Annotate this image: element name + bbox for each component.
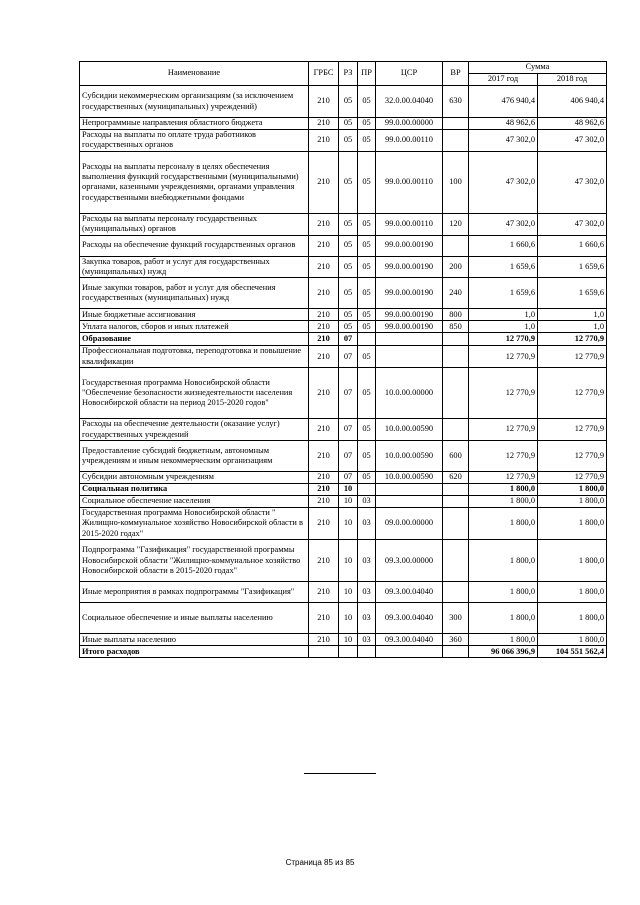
cell-name: Социальная политика [80, 484, 309, 496]
cell-sum-2018: 47 302,0 [538, 151, 607, 213]
cell-rz [339, 646, 358, 658]
cell-csr: 32.0.00.04040 [376, 86, 443, 118]
cell-sum-2018: 1 660,6 [538, 235, 607, 256]
cell-rz: 05 [339, 118, 358, 130]
header-name: Наименование [80, 62, 309, 86]
cell-grbs: 210 [309, 603, 339, 634]
cell-name: Подпрограмма "Газификация" государственной программы Новосибирской области "Жилищно-коммунальное хозяйство Новосибирской области в 2015-2020 годах" [80, 540, 309, 582]
cell-sum-2018: 12 770,9 [538, 333, 607, 346]
cell-vr: 620 [443, 472, 469, 484]
cell-name: Предоставление субсидий бюджетным, автономным учреждениям и иным некоммерческим организациям [80, 441, 309, 472]
cell-grbs: 210 [309, 368, 339, 419]
cell-name: Субсидии некоммерческим организациям (за исключением государственных (муниципальных) учреждений) [80, 86, 309, 118]
table-row [80, 256, 607, 278]
cell-pr: 05 [358, 118, 376, 130]
cell-grbs: 210 [309, 309, 339, 321]
cell-pr: 05 [358, 472, 376, 484]
cell-grbs: 210 [309, 118, 339, 130]
table-body [80, 86, 607, 658]
cell-grbs: 210 [309, 540, 339, 582]
table-row [80, 346, 607, 368]
cell-name: Уплата налогов, сборов и иных платежей [80, 321, 309, 333]
cell-sum-2017: 1 800,0 [469, 634, 538, 646]
cell-sum-2018: 12 770,9 [538, 419, 607, 441]
cell-name: Расходы на обеспечение деятельности (оказание услуг) государственных учреждений [80, 419, 309, 441]
cell-rz: 05 [339, 213, 358, 235]
cell-sum-2018: 47 302,0 [538, 130, 607, 152]
cell-vr [443, 508, 469, 540]
table-row [80, 441, 607, 472]
table-row [80, 540, 607, 582]
cell-sum-2017: 12 770,9 [469, 333, 538, 346]
cell-grbs: 210 [309, 419, 339, 441]
cell-rz: 05 [339, 321, 358, 333]
table-row [80, 213, 607, 235]
cell-grbs: 210 [309, 235, 339, 256]
cell-sum-2018: 12 770,9 [538, 441, 607, 472]
table-row [80, 86, 607, 118]
table-row [80, 472, 607, 484]
cell-sum-2018: 1 800,0 [538, 603, 607, 634]
cell-csr: 99.0.00.00190 [376, 278, 443, 309]
cell-vr: 600 [443, 441, 469, 472]
cell-rz: 05 [339, 151, 358, 213]
cell-csr: 99.0.00.00190 [376, 256, 443, 278]
cell-pr: 03 [358, 582, 376, 603]
cell-rz: 07 [339, 333, 358, 346]
cell-vr [443, 235, 469, 256]
cell-grbs: 210 [309, 130, 339, 152]
cell-name: Итого расходов [80, 646, 309, 658]
cell-vr [443, 419, 469, 441]
cell-sum-2018: 48 962,6 [538, 118, 607, 130]
cell-grbs: 210 [309, 86, 339, 118]
cell-rz: 05 [339, 86, 358, 118]
cell-sum-2017: 47 302,0 [469, 213, 538, 235]
table-row [80, 278, 607, 309]
cell-vr [443, 346, 469, 368]
cell-grbs: 210 [309, 634, 339, 646]
cell-name: Расходы на обеспечение функций государственных органов [80, 235, 309, 256]
cell-grbs: 210 [309, 508, 339, 540]
header-sum: Сумма [469, 62, 607, 74]
cell-vr [443, 540, 469, 582]
cell-sum-2017: 47 302,0 [469, 130, 538, 152]
cell-pr: 05 [358, 213, 376, 235]
cell-pr: 03 [358, 508, 376, 540]
cell-vr: 360 [443, 634, 469, 646]
header-pr: ПР [358, 62, 376, 86]
cell-vr [443, 646, 469, 658]
cell-sum-2017: 1 800,0 [469, 603, 538, 634]
cell-vr [443, 368, 469, 419]
cell-rz: 10 [339, 582, 358, 603]
header-vr: ВР [443, 62, 469, 86]
cell-sum-2018: 47 302,0 [538, 213, 607, 235]
budget-table [79, 61, 607, 658]
cell-csr [376, 646, 443, 658]
cell-rz: 07 [339, 368, 358, 419]
cell-rz: 10 [339, 603, 358, 634]
cell-rz: 07 [339, 472, 358, 484]
cell-csr: 09.3.00.04040 [376, 603, 443, 634]
cell-csr: 99.0.00.00190 [376, 309, 443, 321]
cell-pr: 05 [358, 309, 376, 321]
cell-sum-2017: 12 770,9 [469, 346, 538, 368]
page-number: Страница 85 из 85 [285, 858, 355, 867]
table-row [80, 309, 607, 321]
cell-sum-2018: 1 800,0 [538, 540, 607, 582]
cell-pr: 05 [358, 368, 376, 419]
cell-name: Субсидии автономным учреждениям [80, 472, 309, 484]
cell-csr: 99.0.00.00190 [376, 235, 443, 256]
cell-sum-2017: 12 770,9 [469, 472, 538, 484]
cell-name: Закупка товаров, работ и услуг для государственных (муниципальных) нужд [80, 256, 309, 278]
cell-name: Иные выплаты населению [80, 634, 309, 646]
cell-csr: 10.0.00.00590 [376, 441, 443, 472]
cell-pr: 05 [358, 321, 376, 333]
cell-rz: 10 [339, 508, 358, 540]
cell-csr: 99.0.00.00110 [376, 151, 443, 213]
cell-csr [376, 484, 443, 496]
header-rz: РЗ [339, 62, 358, 86]
cell-pr: 05 [358, 235, 376, 256]
cell-name: Социальное обеспечение и иные выплаты населению [80, 603, 309, 634]
cell-pr: 05 [358, 130, 376, 152]
cell-grbs: 210 [309, 484, 339, 496]
cell-rz: 05 [339, 309, 358, 321]
cell-pr: 03 [358, 603, 376, 634]
cell-sum-2017: 1,0 [469, 321, 538, 333]
table-row [80, 235, 607, 256]
cell-pr: 05 [358, 278, 376, 309]
table-row [80, 118, 607, 130]
cell-pr: 05 [358, 346, 376, 368]
cell-sum-2017: 1 800,0 [469, 496, 538, 508]
cell-csr [376, 496, 443, 508]
header-csr: ЦСР [376, 62, 443, 86]
cell-csr: 10.0.00.00000 [376, 368, 443, 419]
cell-name: Иные бюджетные ассигнования [80, 309, 309, 321]
cell-grbs: 210 [309, 256, 339, 278]
cell-grbs: 210 [309, 496, 339, 508]
cell-sum-2017: 476 940,4 [469, 86, 538, 118]
table-row [80, 646, 607, 658]
cell-csr: 99.0.00.00190 [376, 321, 443, 333]
table-row [80, 130, 607, 152]
cell-sum-2017: 12 770,9 [469, 419, 538, 441]
cell-grbs: 210 [309, 472, 339, 484]
cell-sum-2018: 1,0 [538, 309, 607, 321]
table-row [80, 603, 607, 634]
cell-vr: 630 [443, 86, 469, 118]
table-row [80, 508, 607, 540]
table-row [80, 333, 607, 346]
cell-pr: 05 [358, 441, 376, 472]
cell-csr: 09.0.00.00000 [376, 508, 443, 540]
header-grbs: ГРБС [309, 62, 339, 86]
cell-pr: 05 [358, 86, 376, 118]
cell-csr: 10.0.00.00590 [376, 419, 443, 441]
cell-vr [443, 484, 469, 496]
cell-pr: 05 [358, 151, 376, 213]
cell-grbs: 210 [309, 278, 339, 309]
cell-rz: 10 [339, 634, 358, 646]
cell-sum-2017: 12 770,9 [469, 441, 538, 472]
cell-name: Государственная программа Новосибирской области " Жилищно-коммунальное хозяйство Новосибирской области в 2015-2020 годах" [80, 508, 309, 540]
cell-csr: 99.0.00.00110 [376, 130, 443, 152]
cell-rz: 05 [339, 278, 358, 309]
cell-sum-2017: 1 659,6 [469, 278, 538, 309]
cell-rz: 07 [339, 441, 358, 472]
cell-name: Иные мероприятия в рамках подпрограммы "Газификация" [80, 582, 309, 603]
cell-sum-2017: 1,0 [469, 309, 538, 321]
cell-sum-2017: 1 659,6 [469, 256, 538, 278]
cell-grbs: 210 [309, 333, 339, 346]
cell-sum-2017: 1 800,0 [469, 508, 538, 540]
cell-vr: 850 [443, 321, 469, 333]
cell-pr: 05 [358, 419, 376, 441]
cell-sum-2018: 406 940,4 [538, 86, 607, 118]
cell-sum-2018: 1 800,0 [538, 484, 607, 496]
cell-pr [358, 333, 376, 346]
cell-rz: 05 [339, 235, 358, 256]
cell-vr: 240 [443, 278, 469, 309]
cell-sum-2017: 1 800,0 [469, 540, 538, 582]
cell-name: Расходы на выплаты по оплате труда работников государственных органов [80, 130, 309, 152]
cell-grbs: 210 [309, 321, 339, 333]
cell-vr [443, 333, 469, 346]
cell-rz: 10 [339, 540, 358, 582]
cell-grbs: 210 [309, 151, 339, 213]
cell-grbs [309, 646, 339, 658]
cell-vr: 800 [443, 309, 469, 321]
cell-sum-2018: 1 659,6 [538, 278, 607, 309]
cell-rz: 05 [339, 130, 358, 152]
cell-name: Социальное обеспечение населения [80, 496, 309, 508]
cell-vr: 120 [443, 213, 469, 235]
cell-name: Государственная программа Новосибирской области "Обеспечение безопасности жизнедеятельности населения Новосибирской области на период 2015-2020 годов" [80, 368, 309, 419]
cell-name: Расходы на выплаты персоналу в целях обеспечения выполнения функций государственными (муниципальными) органами, казенными учреждениями, органами управления государственными внебюджетными фондами [80, 151, 309, 213]
cell-sum-2018: 12 770,9 [538, 346, 607, 368]
cell-csr: 99.0.00.00000 [376, 118, 443, 130]
cell-vr [443, 118, 469, 130]
cell-sum-2018: 12 770,9 [538, 368, 607, 419]
cell-pr: 05 [358, 256, 376, 278]
cell-pr [358, 484, 376, 496]
cell-vr: 300 [443, 603, 469, 634]
cell-sum-2018: 1 800,0 [538, 582, 607, 603]
cell-sum-2017: 1 800,0 [469, 582, 538, 603]
cell-sum-2018: 1 800,0 [538, 508, 607, 540]
table-row [80, 368, 607, 419]
cell-sum-2017: 1 800,0 [469, 484, 538, 496]
cell-name: Образование [80, 333, 309, 346]
table-row [80, 634, 607, 646]
cell-sum-2017: 12 770,9 [469, 368, 538, 419]
cell-sum-2017: 47 302,0 [469, 151, 538, 213]
cell-csr [376, 333, 443, 346]
cell-grbs: 210 [309, 213, 339, 235]
cell-rz: 07 [339, 419, 358, 441]
cell-sum-2018: 1 800,0 [538, 634, 607, 646]
cell-rz: 07 [339, 346, 358, 368]
cell-rz: 05 [339, 256, 358, 278]
cell-sum-2017: 1 660,6 [469, 235, 538, 256]
cell-pr: 03 [358, 634, 376, 646]
cell-name: Расходы на выплаты персоналу государственных (муниципальных) органов [80, 213, 309, 235]
cell-grbs: 210 [309, 582, 339, 603]
header-year-2018: 2018 год [538, 74, 607, 86]
cell-sum-2018: 104 551 562,4 [538, 646, 607, 658]
cell-csr: 09.3.00.04040 [376, 582, 443, 603]
cell-name: Иные закупки товаров, работ и услуг для обеспечения государственных (муниципальных) нужд [80, 278, 309, 309]
cell-sum-2018: 1 800,0 [538, 496, 607, 508]
cell-csr: 09.3.00.00000 [376, 540, 443, 582]
cell-sum-2017: 96 066 396,9 [469, 646, 538, 658]
cell-rz: 10 [339, 484, 358, 496]
cell-pr: 03 [358, 540, 376, 582]
cell-vr: 200 [443, 256, 469, 278]
cell-name: Непрограммные направления областного бюджета [80, 118, 309, 130]
cell-vr [443, 582, 469, 603]
table-row [80, 321, 607, 333]
cell-rz: 10 [339, 496, 358, 508]
table-row [80, 484, 607, 496]
cell-vr: 100 [443, 151, 469, 213]
table-row [80, 151, 607, 213]
cell-sum-2018: 1 659,6 [538, 256, 607, 278]
cell-grbs: 210 [309, 346, 339, 368]
table-row [80, 496, 607, 508]
cell-vr [443, 130, 469, 152]
table-row [80, 582, 607, 603]
cell-pr: 03 [358, 496, 376, 508]
cell-vr [443, 496, 469, 508]
cell-csr [376, 346, 443, 368]
cell-name: Профессиональная подготовка, переподготовка и повышение квалификации [80, 346, 309, 368]
cell-sum-2018: 12 770,9 [538, 472, 607, 484]
cell-csr: 99.0.00.00110 [376, 213, 443, 235]
cell-csr: 09.3.00.04040 [376, 634, 443, 646]
cell-csr: 10.0.00.00590 [376, 472, 443, 484]
table-row [80, 419, 607, 441]
footer-divider [304, 773, 376, 774]
cell-sum-2018: 1,0 [538, 321, 607, 333]
cell-pr [358, 646, 376, 658]
cell-grbs: 210 [309, 441, 339, 472]
cell-sum-2017: 48 962,6 [469, 118, 538, 130]
header-year-2017: 2017 год [469, 74, 538, 86]
